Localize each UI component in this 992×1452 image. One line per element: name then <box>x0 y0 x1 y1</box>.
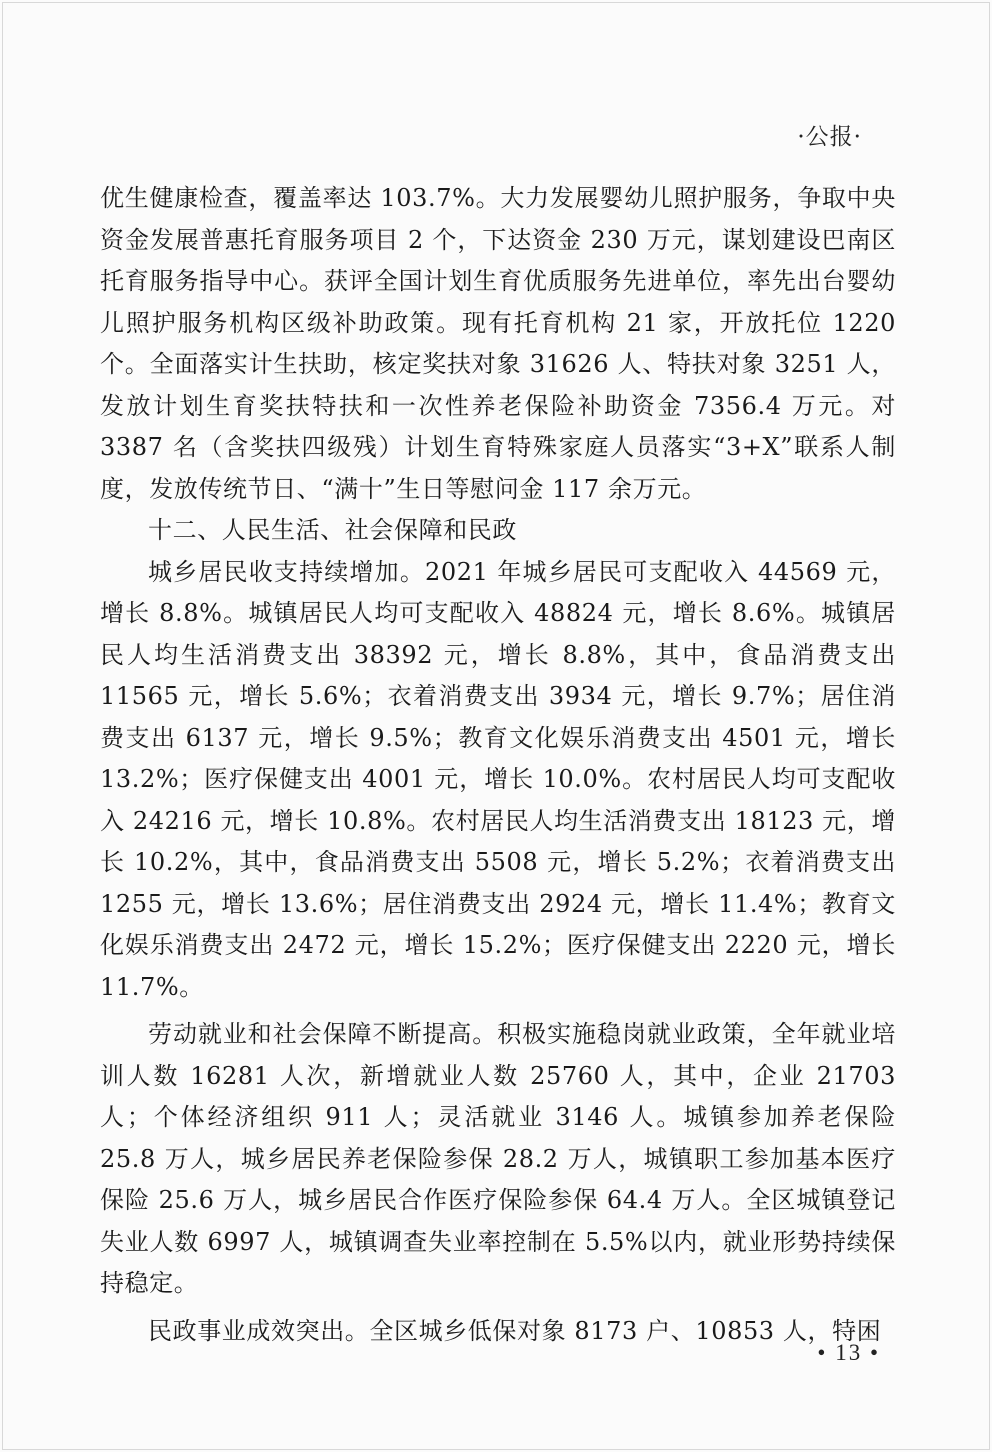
paragraph-civil-affairs: 民政事业成效突出。全区城乡低保对象 8173 户、10853 人，特困 <box>148 1316 882 1345</box>
section-heading: 十二、人民生活、社会保障和民政 <box>148 516 517 544</box>
paragraph-income-spending: 城乡居民收支持续增加。2021 年城乡居民可支配收入 44569 元，增长 8.8%。城镇居民人均可支配收入 48824 元，增长 8.6%。城镇居民人均生活消费支出 38392 元，增长 8.8%，其中，食品消费支出 11565 元，增长 5.6%；衣着消费支出 3934 元，增长 9.7%；居住消费支出 6137 元，增长 9.5%；教育文化娱乐消费支出 4501 元，增长 13.2%；医疗保健支出 4001 元，增长 10.0%。农村居民人均可支配收入 24216 元，增长 10.8%。农村居民人均生活消费支出 18123 元，增长 10.2%，其中，食品消费支出 5508 元，增长 5.2%；衣着消费支出 1255 元，增长 13.6%；居住消费支出 2924 元，增长 11.4%；教育文化娱乐消费支出 2472 元，增长 15.2%；医疗保健支出 2220 元，增长 11.7%。 <box>100 557 896 1001</box>
paragraph-employment-security: 劳动就业和社会保障不断提高。积极实施稳岗就业政策，全年就业培训人数 16281 人次，新增就业人数 25760 人，其中，企业 21703 人；个体经济组织 911 人；灵活就业 3146 人。城镇参加养老保险 25.8 万人，城乡居民养老保险参保 28.2 万人，城镇职工参加基本医疗保险 25.6 万人，城乡居民合作医疗保险参保 64.4 万人。全区城镇登记失业人数 6997 人，城镇调查失业率控制在 5.5%以内，就业形势持续保持稳定。 <box>100 1020 896 1297</box>
document-body <box>100 178 896 1352</box>
section-header: ·公报· <box>797 124 862 150</box>
paragraph-health-services: 优生健康检查，覆盖率达 103.7%。大力发展婴幼儿照护服务，争取中央资金发展普惠托育服务项目 2 个，下达资金 230 万元，谋划建设巴南区托育服务指导中心。获评全国计划生育优质服务先进单位，率先出台婴幼儿照护服务机构区级补助政策。现有托育机构 21 家，开放托位 1220 个。全面落实计生扶助，核定奖扶对象 31626 人、特扶对象 3251 人，发放计划生育奖扶特扶和一次性养老保险补助资金 7356.4 万元。对 3387 名（含奖扶四级残）计划生育特殊家庭人员落实“3+X”联系人制度，发放传统节日、“满十”生日等慰问金 117 余万元。 <box>100 184 896 503</box>
page-number: • 13 • <box>817 1340 880 1365</box>
